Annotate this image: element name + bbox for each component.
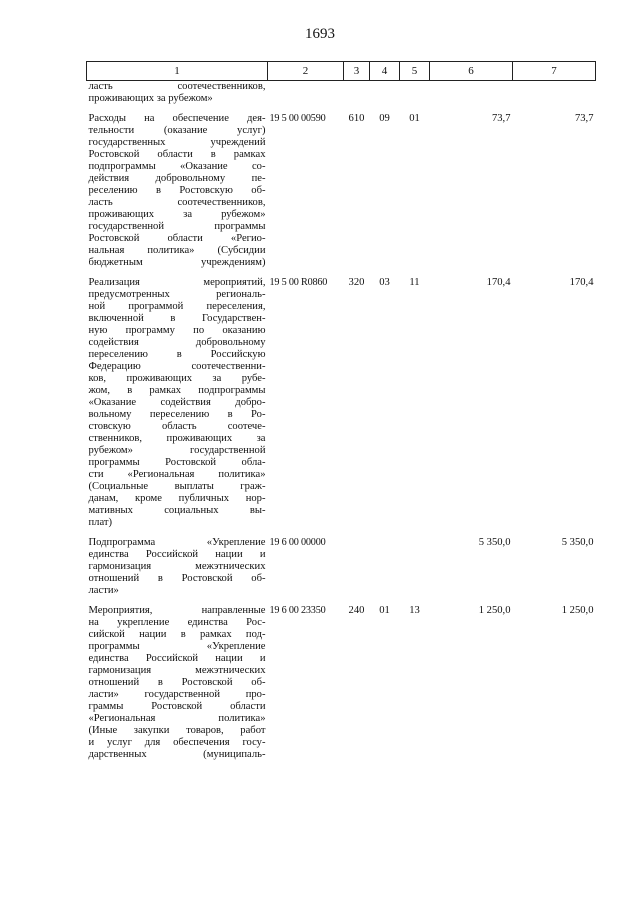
description-line: плат) [88,517,113,528]
subsection-code [400,81,430,106]
description-line: (Иные закупки товаров, работ [88,725,266,736]
description-line: Реализация мероприятий, [88,277,266,288]
description-line: действия добровольному пе- [88,173,266,184]
description-line: переселению в Российскую [88,349,266,360]
classification-code: 19 5 00 R0860 [269,277,328,288]
amount-year-1: 1 250,0 [478,605,511,616]
description-line: ков, проживающих за рубе- [88,373,266,384]
column-header: 1 [87,62,268,81]
description-line: ственников, проживающих за [88,433,266,444]
row-description [87,537,268,597]
description-line: «Оказание содействия добро- [88,397,266,408]
column-header: 2 [268,62,344,81]
description-line: дарственных (муниципаль- [88,749,266,760]
classification-code: 19 6 00 00000 [269,537,326,548]
amount-year-2: 170,4 [569,277,594,288]
description-line: ную программу по оказанию [88,325,266,336]
classification-code: 19 6 00 23350 [269,605,326,616]
description-line: вольному переселению в Ро- [88,409,266,420]
amount-year-1: 73,7 [491,113,511,124]
section-code: 09 [379,113,390,124]
description-line: гармонизация межэтнических [88,561,266,572]
classification-code: 19 5 00 00590 [269,113,326,124]
description-line: подпрограммы «Оказание со- [88,161,266,172]
description-line: и услуг для обеспечения госу- [88,737,266,748]
column-header: 5 [400,62,430,81]
amount-year-1: 170,4 [486,277,511,288]
table-row [87,113,596,269]
description-line: граммы Ростовской области [88,701,266,712]
description-line: проживающих за рубежом» [88,209,266,220]
description-line: государственных учреждений [88,137,266,148]
section-code [370,81,400,106]
table-row [87,537,596,597]
section-code [370,537,400,597]
row-spacer [87,269,596,277]
table-row [87,81,596,106]
header-row [87,62,596,81]
row-description [87,605,268,761]
subsection-code [400,537,430,597]
description-line: программы «Укрепление [88,641,266,652]
description-line: Ростовской области «Регио- [88,233,266,244]
description-line: проживающих за рубежом» [88,93,213,104]
row-description [87,81,268,106]
row-spacer [87,597,596,605]
description-line: ласти» государственной про- [88,689,266,700]
description-line: отношений в Ростовской об- [88,677,266,688]
description-line: ласти» [88,585,119,596]
description-line: (Социальные выплаты граж- [88,481,266,492]
row-spacer [87,529,596,537]
column-header: 3 [344,62,370,81]
description-line: единства Российской нации и [88,549,266,560]
description-line: тельности (оказание услуг) [88,125,266,136]
description-line: мативных социальных вы- [88,505,266,516]
description-line: гармонизация межэтнических [88,665,266,676]
description-line: ласть соотечественников, [88,81,266,92]
amount-year-2: 73,7 [574,113,594,124]
description-line: программы Ростовской обла- [88,457,266,468]
description-line: единства Российской нации и [88,653,266,664]
page-number: 1693 [305,26,335,42]
amount-year-2 [513,81,596,106]
description-line: включенной в Государствен- [88,313,266,324]
section-code: 03 [379,277,390,288]
row-description [87,277,268,529]
expense-type: 240 [348,605,365,616]
description-line: бюджетным учреждениям) [88,257,266,268]
column-header: 6 [430,62,513,81]
description-line: сийской нации в рамках под- [88,629,266,640]
expense-type: 320 [348,277,365,288]
description-line: предусмотренных региональ- [88,289,266,300]
subsection-code: 13 [409,605,420,616]
description-line: отношений в Ростовской об- [88,573,266,584]
description-line: стовскую область соотече- [88,421,266,432]
expense-type [344,81,370,106]
description-line: Мероприятия, направленные [88,605,266,616]
column-header: 7 [513,62,596,81]
table-row [87,277,596,529]
amount-year-2: 1 250,0 [561,605,594,616]
description-line: Федерацию соотечественни- [88,361,266,372]
table-row [87,605,596,761]
table-body [87,81,596,762]
subsection-code: 01 [409,113,420,124]
subsection-code: 11 [409,277,420,288]
section-code: 01 [379,605,390,616]
amount-year-1 [430,81,513,106]
description-line: на укрепление единства Рос- [88,617,266,628]
description-line: Ростовской области в рамках [88,149,266,160]
description-line: содействия добровольному [88,337,266,348]
description-line: жом, в рамках подпрограммы [88,385,266,396]
description-line: сти «Региональная политика» [88,469,266,480]
row-description [87,113,268,269]
description-line: ной программой переселения, [88,301,266,312]
column-header: 4 [370,62,400,81]
description-line: «Региональная политика» [88,713,266,724]
description-line: Подпрограмма «Укрепление [88,537,266,548]
expense-type [344,537,370,597]
description-line: Расходы на обеспечение дея- [88,113,266,124]
classification-code [268,81,344,106]
description-line: реселению в Ростовскую об- [88,185,266,196]
budget-table [86,61,596,761]
description-line: рубежом» государственной [88,445,266,456]
description-line: ласть соотечественников, [88,197,266,208]
amount-year-2: 5 350,0 [561,537,594,548]
row-spacer [87,105,596,113]
amount-year-1: 5 350,0 [478,537,511,548]
description-line: нальная политика» (Субсидии [88,245,266,256]
description-line: государственной программы [88,221,266,232]
description-line: данам, кроме публичных нор- [88,493,266,504]
expense-type: 610 [348,113,365,124]
